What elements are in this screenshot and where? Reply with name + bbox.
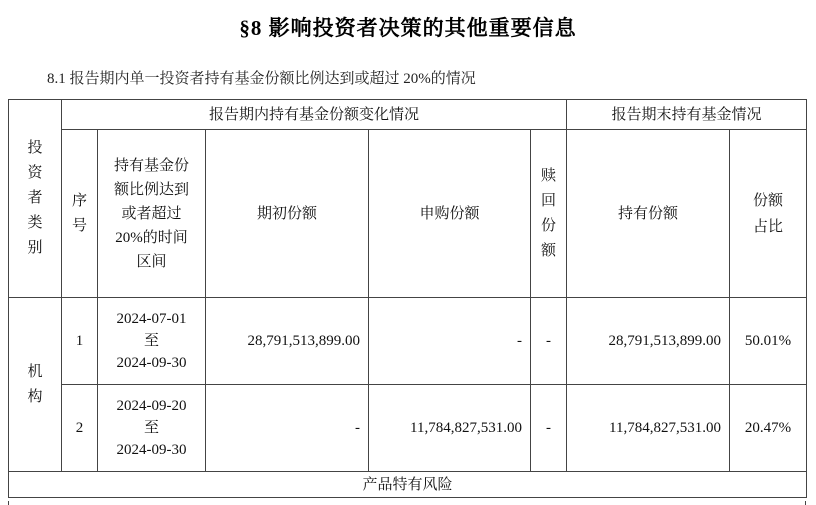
risk-header: 产品特有风险 — [9, 472, 807, 498]
investor-type-header-text: 投资者类别 — [27, 140, 43, 256]
period-to: 至 — [143, 420, 159, 436]
seq-header-text: 序号 — [72, 192, 88, 234]
risk-header-row — [9, 472, 807, 498]
investor-type-header — [9, 100, 62, 298]
subscribe-cell: 11,784,827,531.00 — [369, 385, 531, 472]
redeem-cell: - — [531, 385, 567, 472]
ratio-cell: 50.01% — [730, 298, 807, 385]
subscribe-cell: - — [369, 298, 531, 385]
period-start: 2024-07-01 — [116, 311, 187, 327]
seq-cell: 1 — [62, 298, 98, 385]
section-title: §8 影响投资者决策的其他重要信息 — [239, 16, 577, 40]
seq-cell: 2 — [62, 385, 98, 472]
ratio-header-text: 份额占比 — [753, 192, 784, 235]
ratio-cell: 20.47% — [730, 385, 807, 472]
table-row — [9, 385, 807, 472]
period-cell — [98, 385, 206, 472]
opening-header: 期初份额 — [206, 130, 369, 298]
ratio-header — [730, 130, 807, 298]
table-continuation — [8, 501, 806, 505]
subsection-title: 8.1 报告期内单一投资者持有基金份额比例达到或超过 20%的情况 — [47, 71, 476, 87]
period-header — [98, 130, 206, 298]
opening-cell: 28,791,513,899.00 — [206, 298, 369, 385]
subscribe-header: 申购份额 — [369, 130, 531, 298]
redeem-cell: - — [531, 298, 567, 385]
period-start: 2024-09-20 — [116, 398, 187, 414]
opening-cell: - — [206, 385, 369, 472]
period-to: 至 — [143, 333, 159, 349]
group-header-row — [9, 100, 807, 130]
table-row — [9, 298, 807, 385]
redeem-header — [531, 130, 567, 298]
column-header-row — [9, 130, 807, 298]
holding-cell: 28,791,513,899.00 — [567, 298, 730, 385]
end-period-group-header: 报告期末持有基金情况 — [567, 100, 807, 130]
period-header-text: 持有基金份额比例达到或者超过 20%的时间区间 — [113, 157, 189, 270]
investor-type-cell — [9, 298, 62, 472]
redeem-header-text: 赎回份额 — [541, 167, 557, 259]
during-period-group-header: 报告期内持有基金份额变化情况 — [62, 100, 567, 130]
period-cell — [98, 298, 206, 385]
holding-header: 持有份额 — [567, 130, 730, 298]
period-end: 2024-09-30 — [116, 442, 187, 458]
period-end: 2024-09-30 — [116, 355, 187, 371]
investor-type-text: 机构 — [27, 363, 43, 405]
holding-cell: 11,784,827,531.00 — [567, 385, 730, 472]
seq-header — [62, 130, 98, 298]
investor-holding-table — [8, 99, 807, 498]
